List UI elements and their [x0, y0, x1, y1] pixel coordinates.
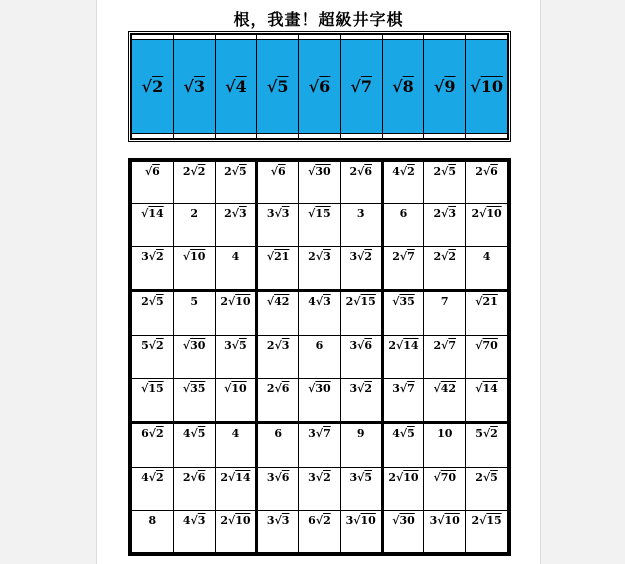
- grid-cell: 2√15: [466, 510, 508, 552]
- grid-cell: 2: [173, 204, 215, 246]
- grid-cell: 3√2: [132, 246, 174, 291]
- grid-cell: 6√2: [299, 510, 341, 552]
- grid-cell: √10: [173, 246, 215, 291]
- grid-row: [132, 204, 508, 246]
- grid-row: [132, 162, 508, 204]
- grid-cell: 5: [173, 291, 215, 336]
- legend-empty-cell: [257, 134, 299, 139]
- grid-cell: 2√3: [299, 246, 341, 291]
- grid-row: [132, 468, 508, 510]
- grid-cell: 2√2: [173, 162, 215, 204]
- legend-empty-cell: [340, 134, 382, 139]
- legend-root-cell: √7: [340, 39, 382, 134]
- grid-cell: 4√5: [173, 423, 215, 468]
- grid-cell: 2√10: [382, 468, 424, 510]
- grid-cell: 5√2: [466, 423, 508, 468]
- grid-cell: 4√2: [132, 468, 174, 510]
- grid-cell: √21: [466, 291, 508, 336]
- legend-root-cell: √3: [173, 39, 215, 134]
- grid-cell: √70: [466, 336, 508, 378]
- grid-cell: 3√10: [424, 510, 466, 552]
- grid-cell: 2√6: [257, 378, 299, 423]
- grid-cell: 3√5: [215, 336, 257, 378]
- grid-cell: 2√2: [424, 246, 466, 291]
- grid-cell: 6: [382, 204, 424, 246]
- grid-cell: 2√7: [424, 336, 466, 378]
- grid-cell: 6√2: [132, 423, 174, 468]
- grid-cell: 2√5: [424, 162, 466, 204]
- legend-empty-cell: [215, 134, 257, 139]
- legend-root-cell: √9: [424, 39, 466, 134]
- grid-cell: 2√15: [340, 291, 382, 336]
- grid-cell: 3√5: [340, 468, 382, 510]
- grid-row: [132, 378, 508, 423]
- grid-cell: 3: [340, 204, 382, 246]
- legend-root-cell: √10: [466, 39, 508, 134]
- grid-cell: 6: [299, 336, 341, 378]
- legend-root-cell: √4: [215, 39, 257, 134]
- grid-cell: 4√5: [382, 423, 424, 468]
- legend-root-row: [132, 39, 508, 134]
- grid-cell: 2√5: [132, 291, 174, 336]
- legend-empty-cell: [466, 134, 508, 139]
- grid-cell: 6: [257, 423, 299, 468]
- grid-cell: 2√6: [466, 162, 508, 204]
- grid-cell: 4: [215, 246, 257, 291]
- grid-cell: 3√3: [257, 510, 299, 552]
- grid-cell: 3√2: [299, 468, 341, 510]
- grid-cell: 2√5: [215, 162, 257, 204]
- grid-cell: 3√7: [299, 423, 341, 468]
- grid-cell: 5√2: [132, 336, 174, 378]
- grid-cell: 2√7: [382, 246, 424, 291]
- grid-row: [132, 336, 508, 378]
- legend-empty-cell: [424, 134, 466, 139]
- grid-cell: √35: [173, 378, 215, 423]
- grid-cell: 3√6: [340, 336, 382, 378]
- grid-cell: √6: [257, 162, 299, 204]
- grid-cell: √6: [132, 162, 174, 204]
- grid-cell: 3√2: [340, 378, 382, 423]
- grid-cell: 4√2: [382, 162, 424, 204]
- legend-root-cell: √2: [132, 39, 174, 134]
- grid-cell: 2√10: [215, 291, 257, 336]
- grid-cell: √10: [215, 378, 257, 423]
- legend-empty-cell: [132, 134, 174, 139]
- legend-root-cell: √5: [257, 39, 299, 134]
- grid-cell: 2√3: [257, 336, 299, 378]
- grid-cell: 2√10: [466, 204, 508, 246]
- grid-cell: √15: [132, 378, 174, 423]
- grid-cell: 2√5: [466, 468, 508, 510]
- grid-cell: 4: [215, 423, 257, 468]
- grid-cell: 2√14: [382, 336, 424, 378]
- grid-row: [132, 510, 508, 552]
- grid-cell: √42: [257, 291, 299, 336]
- grid-cell: √30: [299, 378, 341, 423]
- grid-cell: 8: [132, 510, 174, 552]
- grid-cell: 2√14: [215, 468, 257, 510]
- grid-cell: √15: [299, 204, 341, 246]
- grid-cell: √30: [382, 510, 424, 552]
- legend-root-cell: √6: [299, 39, 341, 134]
- legend-empty-cell: [173, 134, 215, 139]
- grid-cell: √30: [299, 162, 341, 204]
- grid-cell: 3√6: [257, 468, 299, 510]
- legend-root-cell: √8: [382, 39, 424, 134]
- grid-cell: 2√6: [340, 162, 382, 204]
- page-title: 根，我畫！超級井字棋: [233, 10, 404, 29]
- grid-cell: 3√7: [382, 378, 424, 423]
- grid-cell: 2√6: [173, 468, 215, 510]
- grid-cell: √21: [257, 246, 299, 291]
- grid-cell: 4: [466, 246, 508, 291]
- grid-cell: 10: [424, 423, 466, 468]
- grid-cell: √70: [424, 468, 466, 510]
- grid-cell: 3√10: [340, 510, 382, 552]
- grid-cell: 3√3: [257, 204, 299, 246]
- grid-cell: 7: [424, 291, 466, 336]
- grid-cell: √35: [382, 291, 424, 336]
- grid-cell: 2√3: [215, 204, 257, 246]
- grid-cell: 2√3: [424, 204, 466, 246]
- grid-row: [132, 291, 508, 336]
- tic-tac-toe-grid: [128, 158, 511, 556]
- grid-cell: √14: [466, 378, 508, 423]
- grid-cell: 2√10: [215, 510, 257, 552]
- root-legend-table: [128, 31, 511, 142]
- grid-row: [132, 246, 508, 291]
- grid-cell: 4√3: [173, 510, 215, 552]
- legend-blank-row-bottom: [132, 134, 508, 139]
- grid-cell: 3√2: [340, 246, 382, 291]
- grid-cell: 9: [340, 423, 382, 468]
- grid-cell: √14: [132, 204, 174, 246]
- grid-cell: √30: [173, 336, 215, 378]
- legend-empty-cell: [299, 134, 341, 139]
- grid-cell: 4√3: [299, 291, 341, 336]
- grid-cell: √42: [424, 378, 466, 423]
- grid-row: [132, 423, 508, 468]
- legend-empty-cell: [382, 134, 424, 139]
